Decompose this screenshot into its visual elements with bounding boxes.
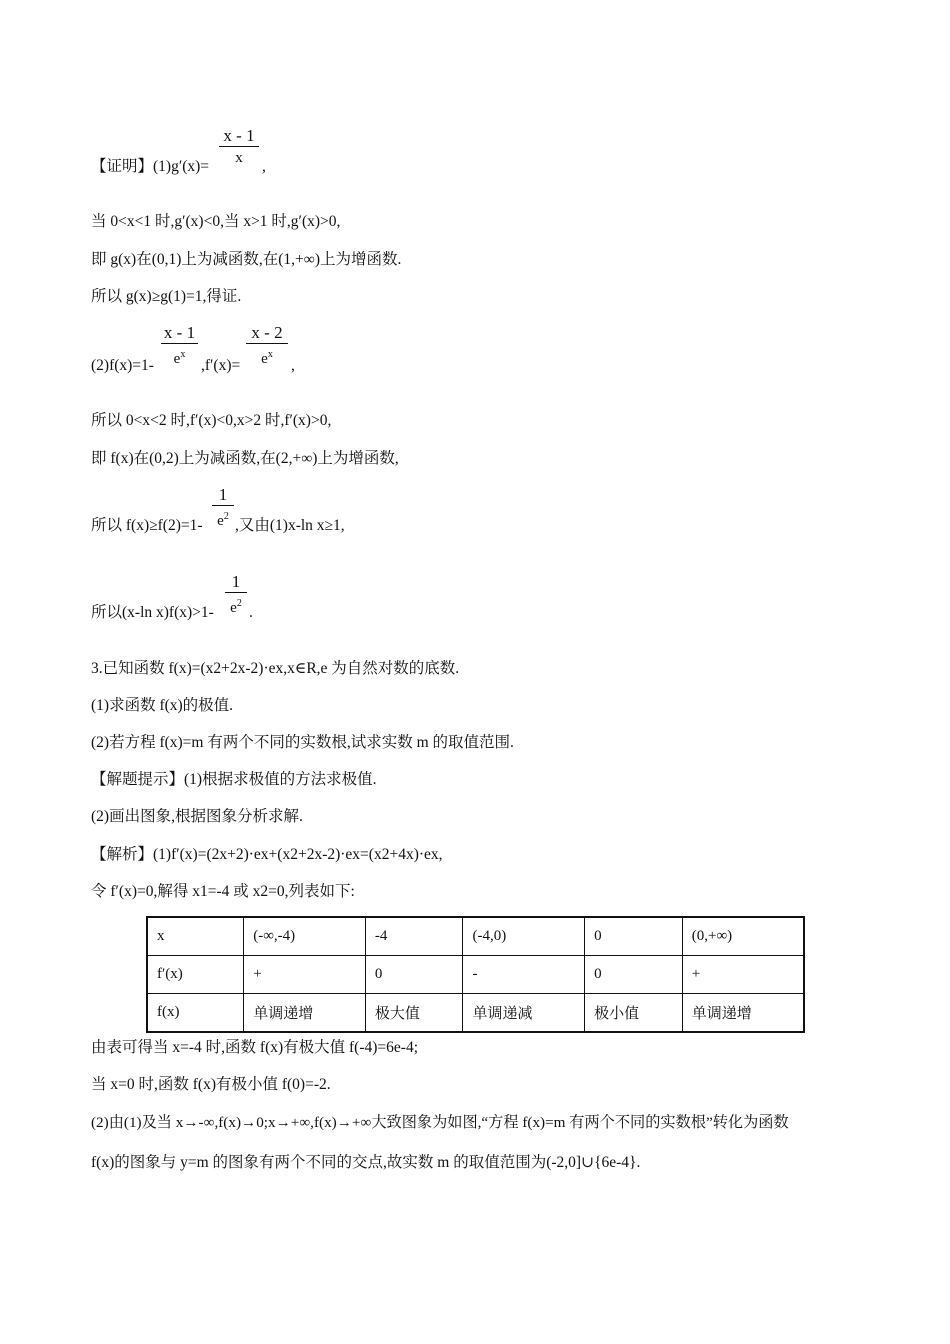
proof-line-9-prefix: 所以(x-ln x)f(x)>1-	[91, 604, 214, 621]
proof-line-3: 即 g(x)在(0,1)上为减函数,在(1,+∞)上为增函数.	[91, 251, 402, 268]
fraction-numerator: x - 1	[163, 323, 196, 342]
hint-line-2: (2)画出图象,根据图象分析求解.	[91, 808, 303, 825]
proof-line-1-prefix: 【证明】(1)g′(x)=	[91, 158, 210, 175]
table-row	[147, 956, 804, 994]
proof-line-1	[91, 157, 209, 177]
solution-line-1: 【解析】(1)f′(x)=(2x+2)·ex+(x2+2x-2)·ex=(x2+4x)·ex,	[91, 846, 443, 863]
table-cell: 0	[365, 956, 463, 994]
proof-line-2: 当 0<x<1 时,g′(x)<0,当 x>1 时,g′(x)>0,	[91, 213, 341, 230]
table-cell: (-4,0)	[463, 917, 585, 956]
table-row	[147, 994, 804, 1033]
conclusion-line-2: 当 x=0 时,函数 f(x)有极小值 f(0)=-2.	[91, 1076, 331, 1093]
one-over-e-squared-fraction	[225, 572, 247, 617]
conclusion-line-1: 由表可得当 x=-4 时,函数 f(x)有极大值 f(-4)=6e-4;	[91, 1039, 418, 1056]
problem-3-question-2: (2)若方程 f(x)=m 有两个不同的实数根,试求实数 m 的取值范围.	[91, 734, 514, 751]
proof-line-7: 即 f(x)在(0,2)上为减函数,在(2,+∞)上为增函数,	[91, 450, 399, 467]
proof-line-5-suffix: ,	[291, 357, 295, 374]
table-cell: f(x)	[147, 994, 244, 1033]
hint-line-1: 【解题提示】(1)根据求极值的方法求极值.	[91, 771, 377, 788]
proof-line-1-suffix	[262, 157, 266, 177]
fraction-denominator: $e^2$	[230, 598, 242, 616]
fraction-denominator: $e^2$	[217, 511, 229, 529]
proof-line-8-prefix: 所以 f(x)≥f(2)=1-	[91, 517, 203, 534]
fraction-denominator: $e^x$	[261, 349, 273, 367]
table-cell: -	[463, 956, 585, 994]
table-cell: -4	[365, 917, 463, 956]
proof-line-6: 所以 0<x<2 时,f′(x)<0,x>2 时,f′(x)>0,	[91, 412, 332, 429]
proof-line-5-mid: ,f′(x)=	[201, 357, 241, 374]
table-cell: 单调递减	[463, 994, 585, 1033]
extremum-table	[146, 916, 805, 1033]
fraction-numerator: x - 1	[223, 126, 255, 145]
f-fraction	[161, 323, 198, 368]
problem-3-statement: 3.已知函数 f(x)=(x2+2x-2)·ex,x∈R,e 为自然对数的底数.	[91, 660, 460, 677]
fraction-denominator: x	[235, 150, 243, 166]
fraction-numerator: x - 2	[251, 323, 283, 342]
fraction-denominator: $e^x$	[173, 349, 186, 367]
table-row	[147, 917, 804, 956]
table-cell: 0	[585, 956, 683, 994]
part-2-line-2: f(x)的图象与 y=m 的图象有两个不同的交点,故实数 m 的取值范围为(-2,0]∪{6e-4}.	[91, 1154, 641, 1171]
g-prime-fraction	[219, 126, 259, 167]
proof-line-8-suffix: ,又由(1)x-ln x≥1,	[235, 517, 345, 534]
table-cell: +	[682, 956, 804, 994]
table-cell: 0	[585, 917, 683, 956]
problem-3-question-1: (1)求函数 f(x)的极值.	[91, 697, 234, 714]
solution-line-2: 令 f′(x)=0,解得 x1=-4 或 x2=0,列表如下:	[91, 883, 355, 900]
part-2-line-1: (2)由(1)及当 x→-∞,f(x)→0;x→+∞,f(x)→+∞大致图象为如图,“方程 f(x)=m 有两个不同的实数根”转化为函数	[91, 1114, 789, 1131]
fraction-numerator: 1	[231, 572, 241, 591]
fraction-numerator: 1	[218, 485, 228, 504]
proof-line-4: 所以 g(x)≥g(1)=1,得证.	[91, 288, 242, 305]
comma: ,	[262, 158, 266, 175]
table-cell: (0,+∞)	[682, 917, 804, 956]
table-cell: x	[147, 917, 244, 956]
table-cell: f′(x)	[147, 956, 244, 994]
one-over-e-squared-fraction	[212, 485, 234, 530]
table-cell: (-∞,-4)	[244, 917, 366, 956]
f-prime-fraction	[246, 323, 288, 368]
proof-line-9-suffix: .	[249, 604, 253, 621]
table-cell: 极大值	[365, 994, 463, 1033]
proof-line-5-prefix: (2)f(x)=1-	[91, 357, 154, 374]
table-cell: 单调递增	[682, 994, 804, 1033]
table-cell: +	[244, 956, 366, 994]
table-cell: 单调递增	[244, 994, 366, 1033]
table-cell: 极小值	[585, 994, 683, 1033]
